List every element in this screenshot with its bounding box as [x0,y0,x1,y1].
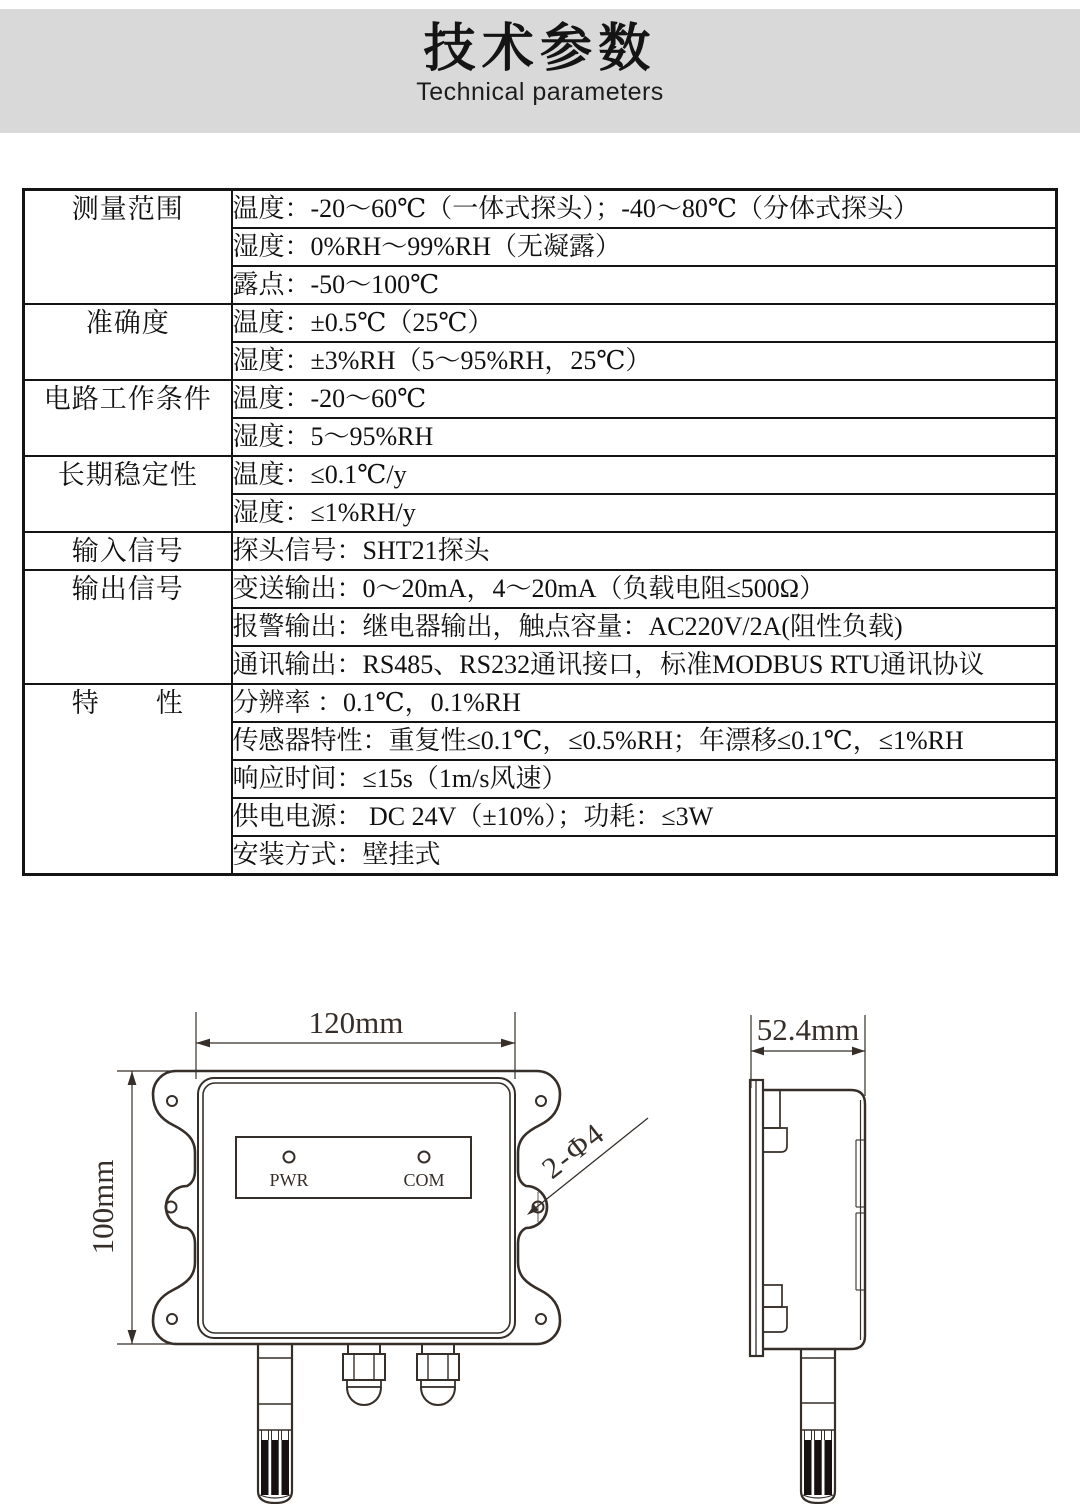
pwr-led-icon [284,1152,295,1163]
sensor-probe [258,1344,292,1503]
spec-group-label: 测量范围 [24,190,232,305]
spec-value: 响应时间：≤15s（1m/s风速） [232,760,1057,798]
table-row [24,456,1057,494]
side-view-drawing [750,1012,865,1503]
page-subtitle: Technical parameters [416,78,664,107]
page-title: 技术参数 [423,20,657,78]
probe-grille-slot [282,1440,290,1495]
enclosure-outline [153,1071,560,1344]
probe-grille-slot [804,1440,812,1495]
mounting-hole [167,1096,177,1106]
table-row [24,380,1057,418]
mounting-hole [536,1314,546,1324]
pwr-led-label: PWR [269,1170,309,1190]
lid-outline [198,1078,515,1338]
spec-group-label: 输入信号 [24,532,232,570]
spec-value: 分辨率 ：0.1℃，0.1%RH [232,684,1057,722]
probe-grille-slot [825,1440,833,1495]
front-view-drawing [85,1005,648,1503]
spec-value: 温度：≤0.1℃/y [232,456,1057,494]
cable-gland [417,1344,459,1405]
dimension-drawings [0,980,1080,1504]
dim-arrowhead [852,1047,865,1056]
spec-value: 湿度：5～95%RH [232,418,1057,456]
lid-inner-outline [203,1083,510,1333]
cable-gland [343,1344,385,1405]
hole-spec-label: 2-Φ4 [535,1116,612,1186]
probe-grille-slot [261,1440,269,1495]
dim-arrowhead [501,1039,515,1048]
spec-group-label: 长期稳定性 [24,456,232,532]
spec-value: 通讯输出：RS485、RS232通讯接口，标准MODBUS RTU通讯协议 [232,646,1057,684]
spec-value: 温度：±0.5℃（25℃） [232,304,1057,342]
probe-grille-slot [814,1440,822,1495]
table-row [24,190,1057,229]
dim-arrowhead [128,1071,137,1085]
mounting-hole [167,1314,177,1324]
sensor-probe [801,1349,835,1503]
spec-group-label: 电路工作条件 [24,380,232,456]
dim-arrowhead [128,1330,137,1344]
mounting-tab [763,1285,787,1332]
front-width-dimension: 120mm [308,1005,404,1040]
header-band [0,9,1080,133]
spec-table [22,188,1058,876]
probe-grille-slot [271,1440,279,1495]
side-width-dimension: 52.4mm [756,1012,860,1047]
spec-value: 湿度：0%RH～99%RH（无凝露） [232,228,1057,266]
mounting-hole [536,1096,546,1106]
spec-value: 供电电源： DC 24V（±10%）；功耗：≤3W [232,798,1057,836]
spec-value: 湿度：±3%RH（5～95%RH，25℃） [232,342,1057,380]
spec-group-label: 准确度 [24,304,232,380]
table-row [24,304,1057,342]
dim-arrowhead [751,1047,764,1056]
spec-value: 露点：-50～100℃ [232,266,1057,304]
table-row [24,532,1057,570]
spec-value: 温度：-20～60℃ [232,380,1057,418]
spec-group-label: 输出信号 [24,570,232,684]
mounting-tab [763,1090,787,1152]
com-led-label: COM [403,1170,445,1190]
spec-value: 温度：-20～60℃（一体式探头）；-40～80℃（分体式探头） [232,190,1057,229]
com-led-icon [419,1152,430,1163]
spec-group-label: 特 性 [24,684,232,875]
table-row [24,684,1057,722]
spec-value: 变送输出：0～20mA，4～20mA（负载电阻≤500Ω） [232,570,1057,608]
spec-value: 传感器特性：重复性≤0.1℃，≤0.5%RH；年漂移≤0.1℃，≤1%RH [232,722,1057,760]
table-row [24,570,1057,608]
front-height-dimension: 100mm [85,1159,120,1255]
dim-arrowhead [196,1039,210,1048]
spec-value: 湿度：≤1%RH/y [232,494,1057,532]
spec-value: 报警输出：继电器输出，触点容量：AC220V/2A(阻性负载) [232,608,1057,646]
spec-value: 探头信号：SHT21探头 [232,532,1057,570]
spec-value: 安装方式：壁挂式 [232,836,1057,875]
